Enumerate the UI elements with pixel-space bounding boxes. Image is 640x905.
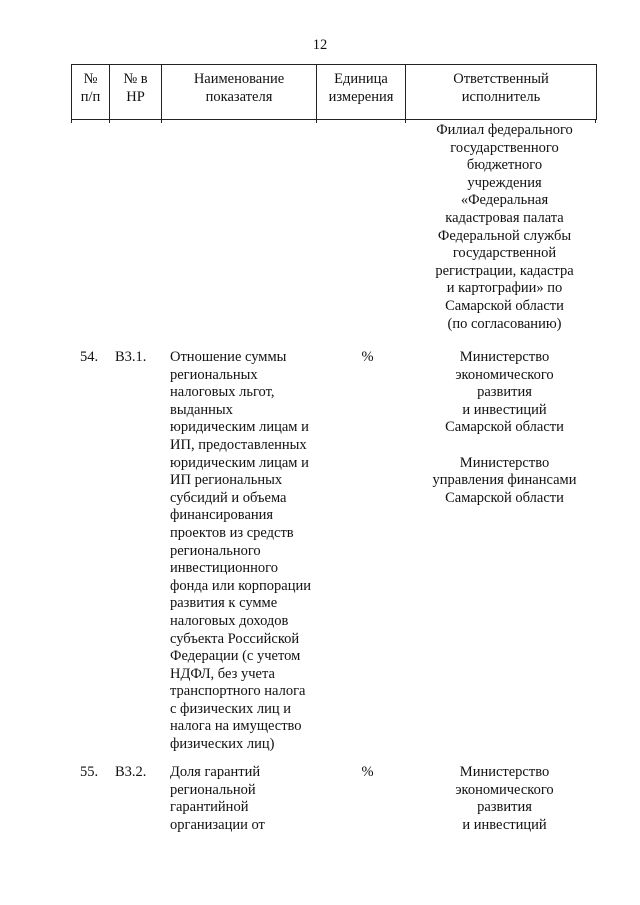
responsible-line: экономического xyxy=(455,366,554,383)
indicator-name xyxy=(170,764,325,834)
header-name-line: показателя xyxy=(205,89,273,105)
paragraph-gap xyxy=(412,437,597,455)
header-cell-unit xyxy=(317,65,406,120)
indicator-line: фонда или корпорации xyxy=(170,577,312,594)
table-header xyxy=(71,64,597,120)
responsible-line: (по согласованию) xyxy=(447,315,562,332)
row-code: В3.2. xyxy=(115,764,147,780)
row-number: 54. xyxy=(80,349,99,365)
row-number: 55. xyxy=(80,764,99,780)
indicator-line: Отношение суммы xyxy=(170,349,287,365)
responsible-line: учреждения xyxy=(467,174,542,191)
responsible-line: Министерство xyxy=(459,454,550,471)
page-number: 12 xyxy=(312,37,328,53)
indicator-line: регионального xyxy=(170,542,261,559)
indicator-line: региональной xyxy=(170,781,256,798)
column-divider xyxy=(316,119,317,123)
header-responsible-line: исполнитель xyxy=(461,89,541,105)
header-cell-code xyxy=(110,65,162,120)
indicator-line: региональных xyxy=(170,366,258,383)
responsible-line: регистрации, кадастра xyxy=(435,262,574,279)
header-name-line: Наименование xyxy=(193,71,285,87)
responsible-line: государственного xyxy=(450,139,559,156)
responsible-line: управления финансами xyxy=(432,472,577,489)
indicator-line: финансирования xyxy=(170,507,274,524)
indicator-line: физических лиц) xyxy=(170,736,275,753)
continued-responsible xyxy=(412,122,597,333)
header-unit-line: измерения xyxy=(328,89,394,105)
indicator-line: организации от xyxy=(170,816,265,833)
indicator-line: выданных xyxy=(170,401,233,418)
indicator-line: инвестиционного xyxy=(170,560,278,577)
indicator-line: налоговых льгот, xyxy=(170,384,275,401)
unit-value: % xyxy=(361,764,374,780)
responsible-executor xyxy=(412,349,597,507)
responsible-line: и инвестиций xyxy=(462,816,547,833)
column-divider xyxy=(71,119,72,123)
header-cell-number xyxy=(72,65,110,120)
header-responsible-line: Ответственный xyxy=(453,71,549,87)
responsible-executor xyxy=(412,764,597,834)
indicator-line: транспортного налога xyxy=(170,683,306,700)
column-divider xyxy=(161,119,162,123)
responsible-line: Федеральной службы xyxy=(437,227,572,244)
indicator-line: ИП региональных xyxy=(170,472,283,489)
responsible-line: экономического xyxy=(455,781,554,798)
indicator-line: Федерации (с учетом xyxy=(170,648,301,665)
row-code: В3.1. xyxy=(115,349,147,365)
indicator-line: развития к сумме xyxy=(170,595,278,612)
column-divider xyxy=(405,119,406,123)
responsible-line: Министерство xyxy=(459,349,550,365)
indicator-line: юридическим лицам и xyxy=(170,454,309,471)
indicator-line: Доля гарантий xyxy=(170,764,261,780)
responsible-line: кадастровая палата xyxy=(445,209,564,226)
responsible-line: Филиал федерального xyxy=(436,122,573,138)
header-code-line: НР xyxy=(126,89,145,105)
indicator-line: налога на имущество xyxy=(170,718,302,735)
responsible-line: Самарской области xyxy=(445,419,564,436)
header-cell-responsible xyxy=(406,65,597,120)
indicator-line: гарантийной xyxy=(170,799,249,816)
indicator-line: с физических лиц и xyxy=(170,700,292,717)
unit-value: % xyxy=(361,349,374,365)
responsible-line: Самарской области xyxy=(445,297,564,314)
responsible-line: «Федеральная xyxy=(460,192,549,209)
indicator-line: субъекта Российской xyxy=(170,630,300,647)
responsible-line: государственной xyxy=(452,245,557,262)
responsible-line: развития xyxy=(477,799,532,816)
responsible-line: и инвестиций xyxy=(462,401,547,418)
indicator-line: субсидий и объема xyxy=(170,489,287,506)
indicator-line: налоговых доходов xyxy=(170,612,289,629)
header-number-line: п/п xyxy=(80,89,101,105)
responsible-line: Министерство xyxy=(459,764,550,780)
indicator-line: проектов из средств xyxy=(170,524,294,541)
header-cell-name xyxy=(162,65,317,120)
responsible-line: бюджетного xyxy=(466,157,543,174)
indicator-line: юридическим лицам и xyxy=(170,419,309,436)
column-divider xyxy=(109,119,110,123)
indicator-line: ИП, предоставленных xyxy=(170,436,307,453)
indicator-name xyxy=(170,349,325,754)
responsible-line: Самарской области xyxy=(445,489,564,506)
header-unit-line: Единица xyxy=(334,71,388,87)
header-code-line: № в xyxy=(123,71,148,87)
indicator-line: НДФЛ, без учета xyxy=(170,665,275,682)
header-number-line: № xyxy=(83,71,98,87)
responsible-line: развития xyxy=(477,384,532,401)
responsible-line: и картографии» по xyxy=(446,280,563,297)
